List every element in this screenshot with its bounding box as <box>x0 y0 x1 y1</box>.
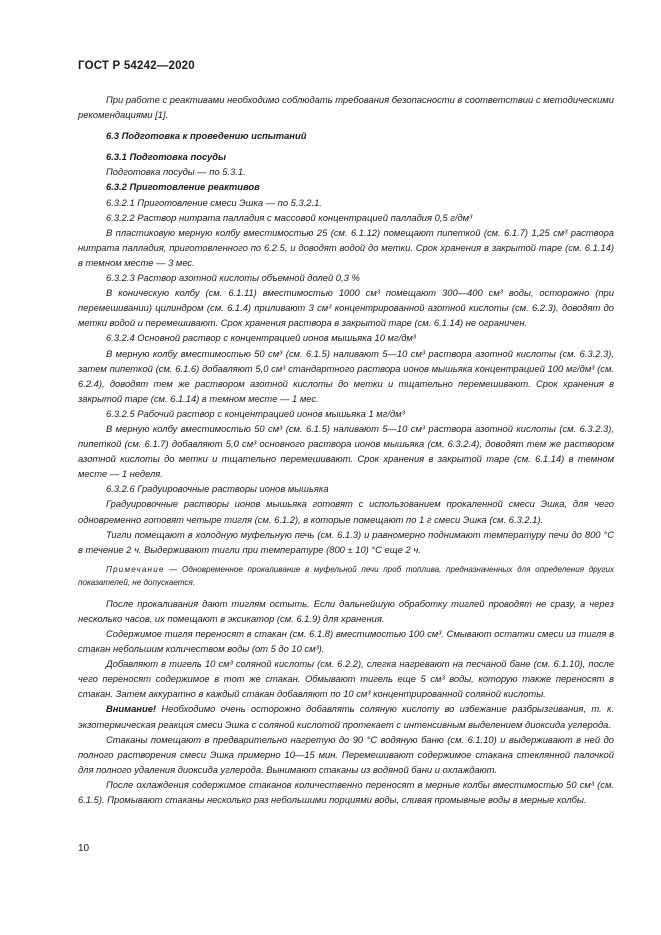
paragraph: Стаканы помещают в предварительно нагретую до 90 °С водяную баню (см. 6.1.10) и выдерживают в ней до полного растворения смеси Эшка примерно 10—15 мин. Перемешивают содержимое стакана стеклянной палочкой для полного удаления диоксида углерода. Вынимают стаканы из водяной бани и охлаждают. <box>78 733 614 775</box>
paragraph: В мерную колбу вместимостью 50 см³ (см. 6.1.5) наливают 5—10 см³ раствора азотной кислоты (см. 6.3.2.3), затем пипеткой (см. 6.1.6) добавляют 5,0 см³ стандартного раствора ионов мышьяка концентрацией 100 мг/дм³ (см. 6.2.4), доводят тем же раствором азотной кислоты до метки и тщательно перемешивают. Срок хранения в закрытой таре (см. 6.1.14) в темном месте — 1 мес. <box>78 347 614 404</box>
warning-text: Необходимо очень осторожно добавлять соляную кислоту во избежание разбрызгивания, т. к. экзотермическая реакция смеси Эшка с соляной кислотой протекает с интенсивным выделением диоксида углерода. <box>78 703 614 730</box>
page-number: 10 <box>78 843 90 854</box>
paragraph: После охлаждения содержимое стаканов количественно переносят в мерные колбы вместимостью 50 см³ (см. 6.1.5). Промывают стаканы несколько раз небольшими порциями воды, сливая промывные воды в мерные колбы. <box>78 778 614 806</box>
document-body <box>78 92 614 807</box>
document-header: ГОСТ Р 54242—2020 <box>78 60 195 72</box>
note <box>78 563 614 590</box>
paragraph: 6.3.2.1 Приготовление смеси Эшка — по 5.3.2.1. <box>106 196 322 208</box>
section-heading: 6.3 Подготовка к проведению испытаний <box>106 130 307 142</box>
paragraph: Подготовка посуды — по 5.3.1. <box>106 166 246 178</box>
paragraph: Градуировочные растворы ионов мышьяка готовят с использованием прокаленной смеси Эшка, для чего одновременно готовят четыре тигля (см. 6.1.2), в которые помещают по 1 г смеси Эшка (см. 6.3.2.1). <box>78 498 614 525</box>
paragraph: В мерную колбу вместимостью 50 см³ (см. 6.1.5) наливают 5—10 см³ раствора азотной кислоты (см. 6.3.2.3), пипеткой (см. 6.1.7) добавляют 5,0 см³ основного раствора ионов мышьяка (см. 6.3.2.4), доводят тем же раствором азотной кислоты до метки и тщательно перемешивают. Срок хранения в закрытой таре (см. 6.1.14) в темном месте — 1 неделя. <box>78 422 614 480</box>
paragraph: 6.3.2.2 Раствор нитрата палладия с массовой концентрацией палладия 0,5 г/дм³ <box>106 211 473 223</box>
warning-label: Внимание! <box>106 703 157 715</box>
paragraph: 6.3.2.4 Основной раствор с концентрацией ионов мышьяка 10 мг/дм³ <box>106 332 416 344</box>
paragraph: При работе с реактивами необходимо соблюдать требования безопасности в соответствии с методическими рекомендациями [1]. <box>78 94 614 121</box>
paragraph: После прокаливания дают тиглям остыть. Если дальнейшую обработку тиглей проводят не сразу, а через несколько часов, их помещают в эксикатор (см. 6.1.9) для хранения. <box>78 597 614 624</box>
paragraph: Тигли помещают в холодную муфельную печь (см. 6.1.3) и равномерно поднимают температуру печи до 800 °С в течение 2 ч. Выдерживают тигли при температуре (800 ± 10) °С еще 2 ч. <box>78 528 614 555</box>
paragraph: 6.3.2.5 Рабочий раствор с концентрацией ионов мышьяка 1 мг/дм³ <box>106 407 405 419</box>
paragraph: В коническую колбу (см. 6.1.11) вместимостью 1000 см³ помещают 300—400 см³ воды, осторожно (при перемешивании) цилиндром (см. 6.1.4) приливают 3 см³ концентрированной азотной кислоты (см. 6.2.3), доводят до метки водой и перемешивают. Срок хранения раствора в закрытой таре (см. 6.1.14) не ограничен. <box>78 287 614 329</box>
paragraph: Добавляют в тигель 10 см³ соляной кислоты (см. 6.2.2), слегка нагревают на песчаной бане (см. 6.1.10), после чего переносят содержимое в тот же стакан. Обмывают тигель еще 5 см³ воды, которую также переносят в стакан. Затем аккуратно в каждый стакан добавляют по 10 см³ концентрированной соляной кислоты. <box>78 658 614 700</box>
subsection-heading: 6.3.2 Приготовление реактивов <box>106 181 260 193</box>
paragraph: В пластиковую мерную колбу вместимостью 25 (см. 6.1.12) помещают пипеткой (см. 6.1.7) 1,25 см³ раствора нитрата палладия, приготовленного по 6.2.5, и доводят водой до метки. Срок хранения в закрытой таре (см. 6.1.14) в темном месте — 3 мес. <box>78 226 614 268</box>
paragraph: Содержимое тигля переносят в стакан (см. 6.1.8) вместимостью 100 см³. Смывают остатки смеси из тигля в стакан небольшим количеством воды (от 5 до 10 см³). <box>78 628 614 655</box>
warning-paragraph <box>78 701 614 731</box>
note-text: — Одновременное прокаливание в муфельной печи проб топлива, предназначенных для определения других показателей, не допускается. <box>78 564 614 588</box>
paragraph: 6.3.2.6 Градуировочные растворы ионов мышьяка <box>106 483 329 495</box>
note-label: Примечание <box>106 564 165 574</box>
paragraph: 6.3.2.3 Раствор азотной кислоты объемной долей 0,3 % <box>106 272 360 284</box>
subsection-heading: 6.3.1 Подготовка посуды <box>106 151 227 163</box>
